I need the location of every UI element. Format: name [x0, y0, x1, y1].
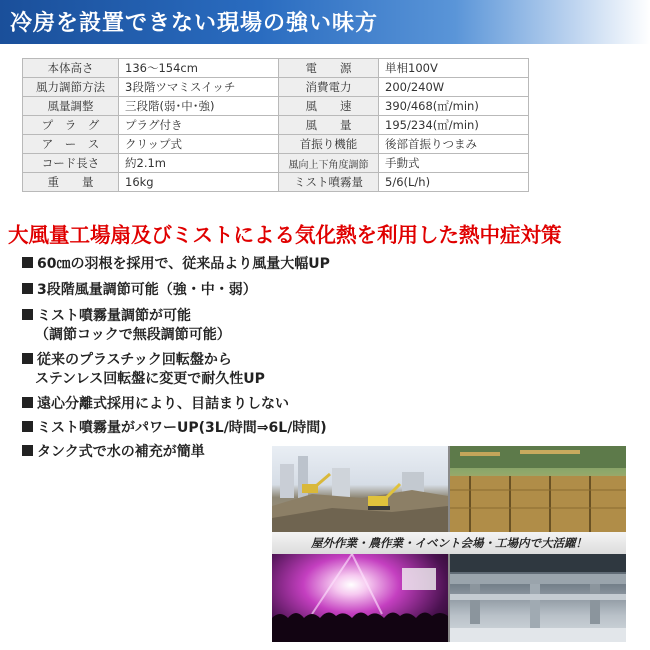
- table-row: [23, 116, 529, 135]
- feature-item: [22, 281, 257, 300]
- table-row: [23, 97, 529, 116]
- spec-value: 195/234(㎥/min): [379, 116, 529, 135]
- feature-item: [22, 395, 289, 414]
- farm-photo: [450, 446, 626, 532]
- bullet-square-icon: [22, 257, 33, 268]
- event-venue-photo: [272, 554, 448, 642]
- bullet-square-icon: [22, 353, 33, 364]
- spec-value: プラグ付き: [119, 116, 279, 135]
- spec-label: 風向上下角度調節: [279, 154, 379, 173]
- photo-caption: 屋外作業・農作業・イベント会場・工場内で大活躍！: [311, 536, 587, 550]
- spec-value: 3段階ツマミスイッチ: [119, 78, 279, 97]
- spec-table: [22, 58, 529, 192]
- table-row: [23, 154, 529, 173]
- feature-text: タンク式で水の補充が簡単: [37, 444, 205, 460]
- factory-ducts-illustration: [450, 554, 626, 642]
- factory-interior-photo: [450, 554, 626, 642]
- table-row: [23, 78, 529, 97]
- spec-label: コード長さ: [23, 154, 119, 173]
- bullet-square-icon: [22, 445, 33, 456]
- spec-value: クリップ式: [119, 135, 279, 154]
- spec-value: 200/240W: [379, 78, 529, 97]
- usage-photo-collage: [272, 446, 626, 642]
- spec-label: プ ラ グ: [23, 116, 119, 135]
- feature-item: [22, 255, 330, 274]
- spec-value: 三段階(弱･中･強): [119, 97, 279, 116]
- spec-value: 後部首振りつまみ: [379, 135, 529, 154]
- spec-label: 風 速: [279, 97, 379, 116]
- table-row: [23, 173, 529, 192]
- spec-label: 本体高さ: [23, 59, 119, 78]
- feature-text-continued: （調節コックで無段調節可能）: [35, 327, 231, 343]
- spec-value: 5/6(L/h): [379, 173, 529, 192]
- feature-text: ミスト噴霧量がパワーUP(3L/時間⇒6L/時間): [37, 420, 327, 436]
- spec-label: 首振り機能: [279, 135, 379, 154]
- feature-text: 遠心分離式採用により、目詰まりしない: [37, 396, 289, 412]
- table-row: [23, 135, 529, 154]
- concert-crowd-illustration: [272, 554, 448, 642]
- photo-caption-bar: [272, 532, 626, 554]
- spec-value: 16kg: [119, 173, 279, 192]
- spec-label: 消費電力: [279, 78, 379, 97]
- spec-label: 重 量: [23, 173, 119, 192]
- spec-value: 単相100V: [379, 59, 529, 78]
- construction-site-photo: [272, 446, 448, 532]
- feature-item: [22, 351, 265, 389]
- feature-item: [22, 419, 327, 438]
- spec-value: 約2.1m: [119, 154, 279, 173]
- spec-value: 390/468(㎡/min): [379, 97, 529, 116]
- feature-text: 従来のプラスチック回転盤から: [37, 352, 232, 368]
- table-row: [23, 59, 529, 78]
- spec-label: ミスト噴霧量: [279, 173, 379, 192]
- feature-item: [22, 307, 231, 345]
- construction-scene-illustration: [272, 446, 448, 532]
- spec-value: 136～154cm: [119, 59, 279, 78]
- feature-item: [22, 443, 205, 462]
- feature-text: ミスト噴霧量調節が可能: [37, 308, 191, 324]
- feature-text-continued: ステンレス回転盤に変更で耐久性UP: [35, 371, 265, 387]
- header-banner: [0, 0, 650, 44]
- bullet-square-icon: [22, 421, 33, 432]
- bullet-square-icon: [22, 309, 33, 320]
- spec-value: 手動式: [379, 154, 529, 173]
- feature-text: 60㎝の羽根を採用で、従来品より風量大幅UP: [37, 256, 330, 272]
- spec-label: 電 源: [279, 59, 379, 78]
- spec-label: 風量調整: [23, 97, 119, 116]
- bullet-square-icon: [22, 397, 33, 408]
- spec-label: ア ー ス: [23, 135, 119, 154]
- feature-text: 3段階風量調節可能（強・中・弱）: [37, 282, 257, 298]
- spec-label: 風力調節方法: [23, 78, 119, 97]
- rice-drying-illustration: [450, 446, 626, 532]
- bullet-square-icon: [22, 283, 33, 294]
- headline: 大風量工場扇及びミストによる気化熱を利用した熱中症対策: [8, 223, 562, 247]
- page-title: 冷房を設置できない現場の強い味方: [10, 11, 379, 36]
- spec-label: 風 量: [279, 116, 379, 135]
